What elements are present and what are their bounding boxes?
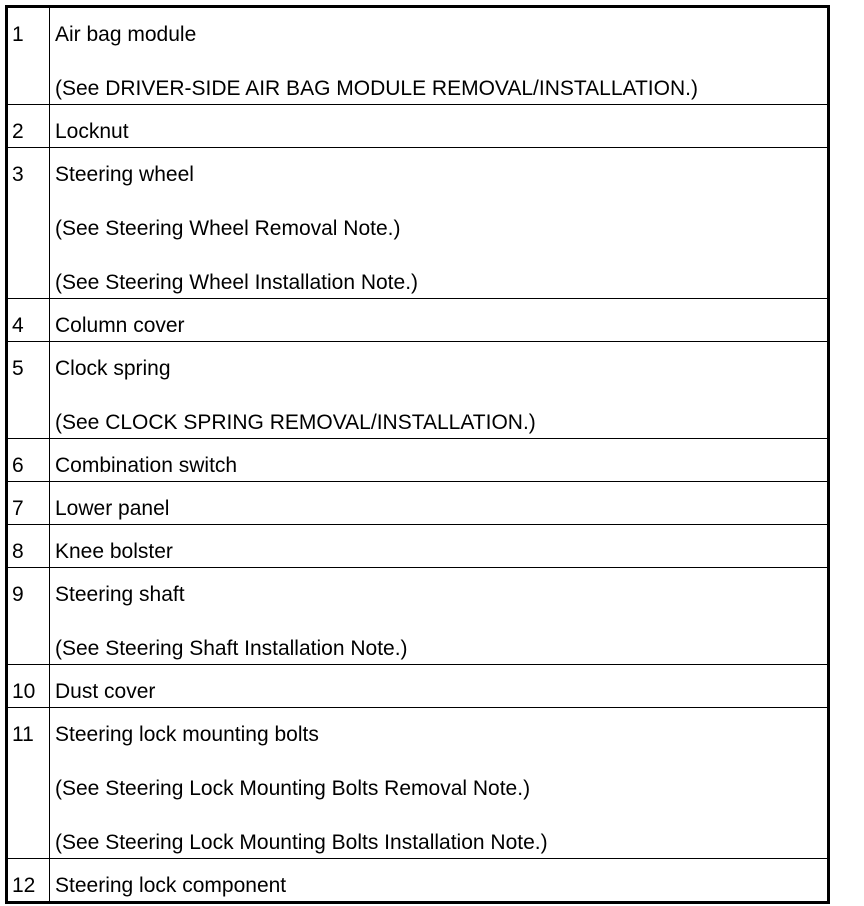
reference-note: (See Steering Wheel Removal Note.) xyxy=(55,217,401,240)
part-name: Column cover xyxy=(55,314,185,337)
part-name: Air bag module xyxy=(55,23,197,46)
item-description xyxy=(50,525,829,568)
reference-note: (See Steering Lock Mounting Bolts Installation Note.) xyxy=(55,831,548,854)
table-row xyxy=(7,148,829,299)
reference-note: (See Steering Shaft Installation Note.) xyxy=(55,637,408,660)
item-number: 5 xyxy=(7,342,50,439)
item-description xyxy=(50,568,829,665)
item-description xyxy=(50,708,829,859)
part-name: Steering lock mounting bolts xyxy=(55,723,319,746)
item-number: 2 xyxy=(7,105,50,148)
item-number: 4 xyxy=(7,299,50,342)
item-description xyxy=(50,482,829,525)
table-row xyxy=(7,708,829,859)
part-name: Knee bolster xyxy=(55,540,173,563)
item-description xyxy=(50,665,829,708)
item-number: 6 xyxy=(7,439,50,482)
reference-note: (See Steering Wheel Installation Note.) xyxy=(55,271,419,294)
item-number: 7 xyxy=(7,482,50,525)
table-row xyxy=(7,342,829,439)
item-number: 8 xyxy=(7,525,50,568)
table-row xyxy=(7,665,829,708)
part-name: Steering lock component xyxy=(55,874,287,897)
table-row xyxy=(7,299,829,342)
item-number: 1 xyxy=(7,7,50,105)
item-number: 9 xyxy=(7,568,50,665)
table-row xyxy=(7,482,829,525)
reference-note: (See CLOCK SPRING REMOVAL/INSTALLATION.) xyxy=(55,411,536,434)
part-name: Combination switch xyxy=(55,454,238,477)
item-description xyxy=(50,342,829,439)
item-number: 12 xyxy=(7,859,50,903)
part-name: Dust cover xyxy=(55,680,156,703)
reference-note: (See Steering Lock Mounting Bolts Removal Note.) xyxy=(55,777,531,800)
item-number: 11 xyxy=(7,708,50,859)
item-number: 3 xyxy=(7,148,50,299)
item-description xyxy=(50,148,829,299)
table-row xyxy=(7,525,829,568)
item-description xyxy=(50,105,829,148)
part-name: Steering shaft xyxy=(55,583,185,606)
part-name: Locknut xyxy=(55,120,129,143)
item-description xyxy=(50,439,829,482)
part-name: Clock spring xyxy=(55,357,171,380)
reference-note: (See DRIVER-SIDE AIR BAG MODULE REMOVAL/INSTALLATION.) xyxy=(55,77,698,100)
item-description xyxy=(50,7,829,105)
table-row xyxy=(7,439,829,482)
table-row xyxy=(7,568,829,665)
item-description xyxy=(50,299,829,342)
item-description xyxy=(50,859,829,903)
item-number: 10 xyxy=(7,665,50,708)
table-row xyxy=(7,7,829,105)
part-name: Steering wheel xyxy=(55,163,194,186)
table-row xyxy=(7,859,829,903)
part-name: Lower panel xyxy=(55,497,170,520)
table-row xyxy=(7,105,829,148)
parts-table xyxy=(5,5,830,904)
